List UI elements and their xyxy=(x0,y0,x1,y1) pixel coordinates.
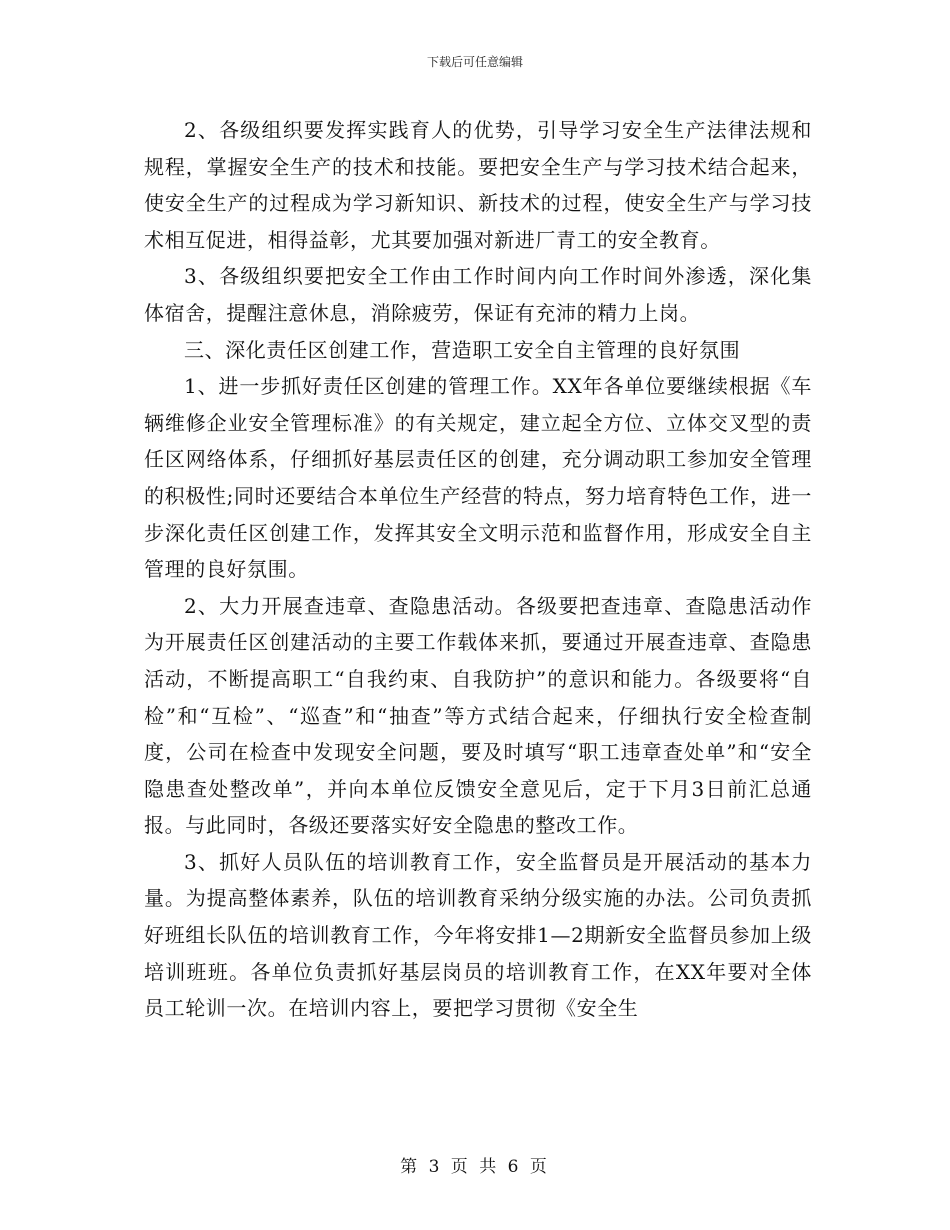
paragraph-3: 1、进一步抓好责任区创建的管理工作。XX年各单位要继续根据《车辆维修企业安全管理标准》的有关规定，建立起全方位、立体交叉型的责任区网络体系，仔细抓好基层责任区的创建，充分调动职工参加安全管理的积极性;同时还要结合本单位生产经营的特点，努力培育特色工作，进一步深化责任区创建工作，发挥其安全文明示范和监督作用，形成安全自主管理的良好氛围。 xyxy=(144,374,812,582)
paragraph-1: 2、各级组织要发挥实践育人的优势，引导学习安全生产法律法规和规程，掌握安全生产的技术和技能。要把安全生产与学习技术结合起来，使安全生产的过程成为学习新知识、新技术的过程，使安全生产与学习技术相互促进，相得益彰，尤其要加强对新进厂青工的安全教育。 xyxy=(144,118,812,252)
page-header: 下载后可任意编辑 xyxy=(426,55,523,69)
paragraph-4: 2、大力开展查违章、查隐患活动。各级要把查违章、查隐患活动作为开展责任区创建活动的主要工作载体来抓，要通过开展查违章、查隐患活动，不断提高职工“自我约束、自我防护”的意识和能力。各级要将“自检”和“互检”、“巡查”和“抽查”等方式结合起来，仔细执行安全检查制度，公司在检查中发现安全问题，要及时填写“职工违章查处单”和“安全隐患查处整改单”，并向本单位反馈安全意见后，定于下月3日前汇总通报。与此同时，各级还要落实好安全隐患的整改工作。 xyxy=(144,593,812,838)
page-number: 第 3 页 共 6 页 xyxy=(400,1157,550,1177)
paragraph-2: 3、各级组织要把安全工作由工作时间内向工作时间外渗透，深化集体宿舍，提醒注意休息，消除疲劳，保证有充沛的精力上岗。 xyxy=(144,264,812,325)
document-body xyxy=(144,112,812,1027)
paragraph-5: 3、抓好人员队伍的培训教育工作，安全监督员是开展活动的基本力量。为提高整体素养，队伍的培训教育采纳分级实施的办法。公司负责抓好班组长队伍的培训教育工作，今年将安排1—2期新安全监督员参加上级培训班班。各单位负责抓好基层岗员的培训教育工作，在XX年要对全体员工轮训一次。在培训内容上，要把学习贯彻《安全生 xyxy=(144,849,812,1021)
section-heading: 三、深化责任区创建工作，营造职工安全自主管理的良好氛围 xyxy=(184,337,741,362)
